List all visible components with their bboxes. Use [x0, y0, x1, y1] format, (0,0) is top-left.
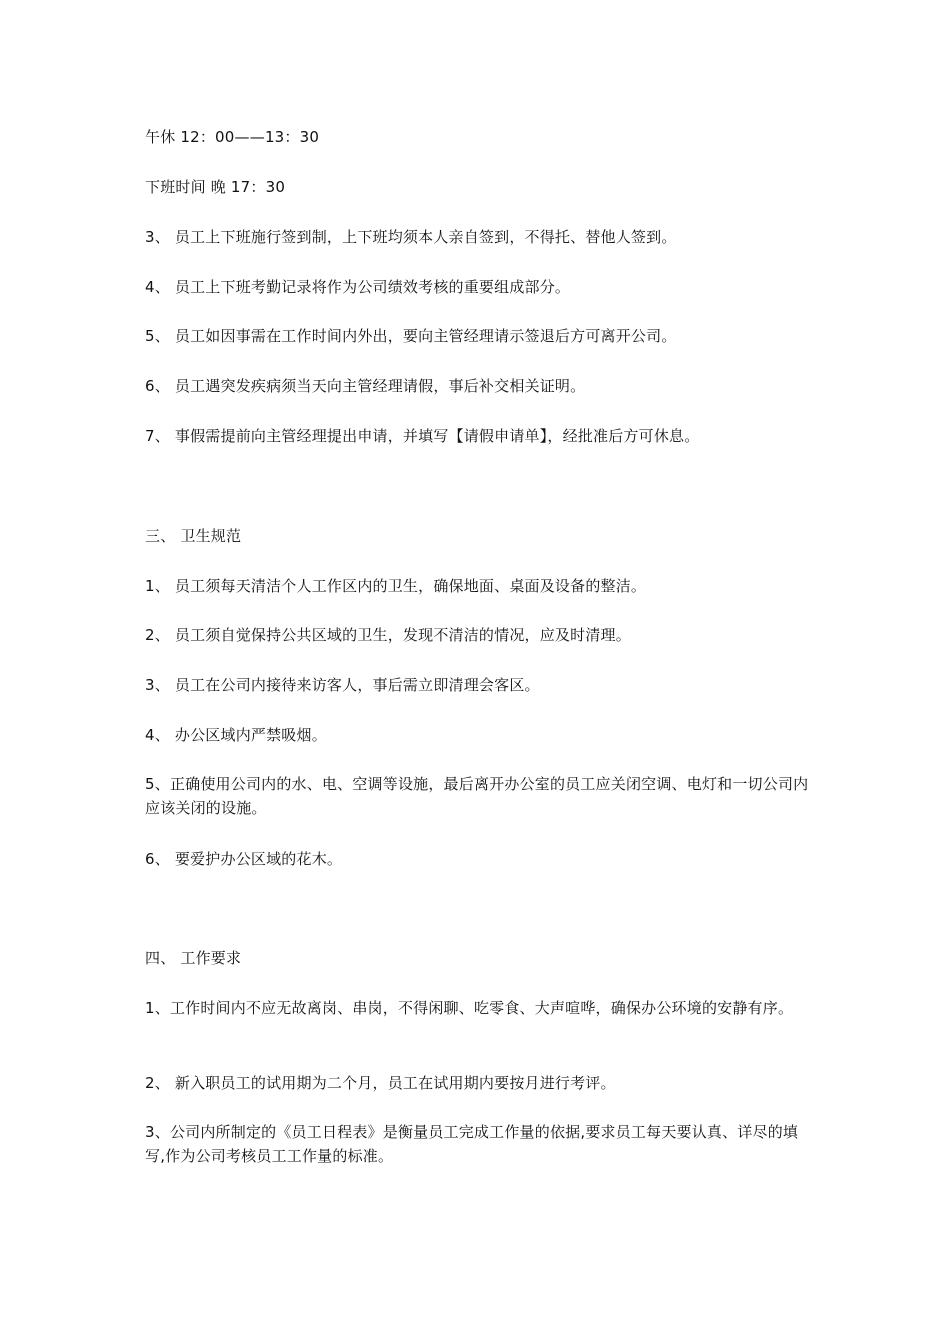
hygiene-item: 3、 员工在公司内接待来访客人，事后需立即清理会客区。	[145, 676, 540, 694]
attendance-rule: 3、 员工上下班施行签到制，上下班均须本人亲自签到，不得托、替他人签到。	[145, 228, 677, 246]
work-requirements-heading: 四、 工作要求	[145, 949, 242, 967]
work-requirement-item: 1、工作时间内不应无故离岗、串岗，不得闲聊、吃零食、大声喧哗，确保办公环境的安静有序。	[145, 999, 794, 1017]
lunch-break-line: 午休 12：00——13：30	[145, 128, 320, 146]
attendance-rule: 5、 员工如因事需在工作时间内外出，要向主管经理请示签退后方可离开公司。	[145, 327, 677, 345]
attendance-rule: 4、 员工上下班考勤记录将作为公司绩效考核的重要组成部分。	[145, 278, 571, 296]
hygiene-item: 2、 员工须自觉保持公共区域的卫生，发现不清洁的情况，应及时清理。	[145, 626, 631, 644]
hygiene-item: 5、正确使用公司内的水、电、空调等设施，最后离开办公室的员工应关闭空调、电灯和一切公司内应该关闭的设施。	[145, 775, 809, 817]
hygiene-item: 1、 员工须每天清洁个人工作区内的卫生，确保地面、桌面及设备的整洁。	[145, 577, 647, 595]
work-requirement-item: 3、公司内所制定的《员工日程表》是衡量员工完成工作量的依据,要求员工每天要认真、详尽的填写,作为公司考核员工工作量的标准。	[145, 1123, 799, 1165]
hygiene-item: 6、 要爱护办公区域的花木。	[145, 850, 343, 868]
attendance-rule: 7、 事假需提前向主管经理提出申请，并填写【请假申请单】，经批准后方可休息。	[145, 427, 700, 445]
off-work-line: 下班时间 晚 17：30	[145, 178, 286, 196]
attendance-rule: 6、 员工遇突发疾病须当天向主管经理请假，事后补交相关证明。	[145, 377, 586, 395]
hygiene-item: 4、 办公区域内严禁吸烟。	[145, 726, 327, 744]
work-requirement-item: 2、 新入职员工的试用期为二个月，员工在试用期内要按月进行考评。	[145, 1074, 616, 1092]
hygiene-heading: 三、 卫生规范	[145, 527, 242, 545]
